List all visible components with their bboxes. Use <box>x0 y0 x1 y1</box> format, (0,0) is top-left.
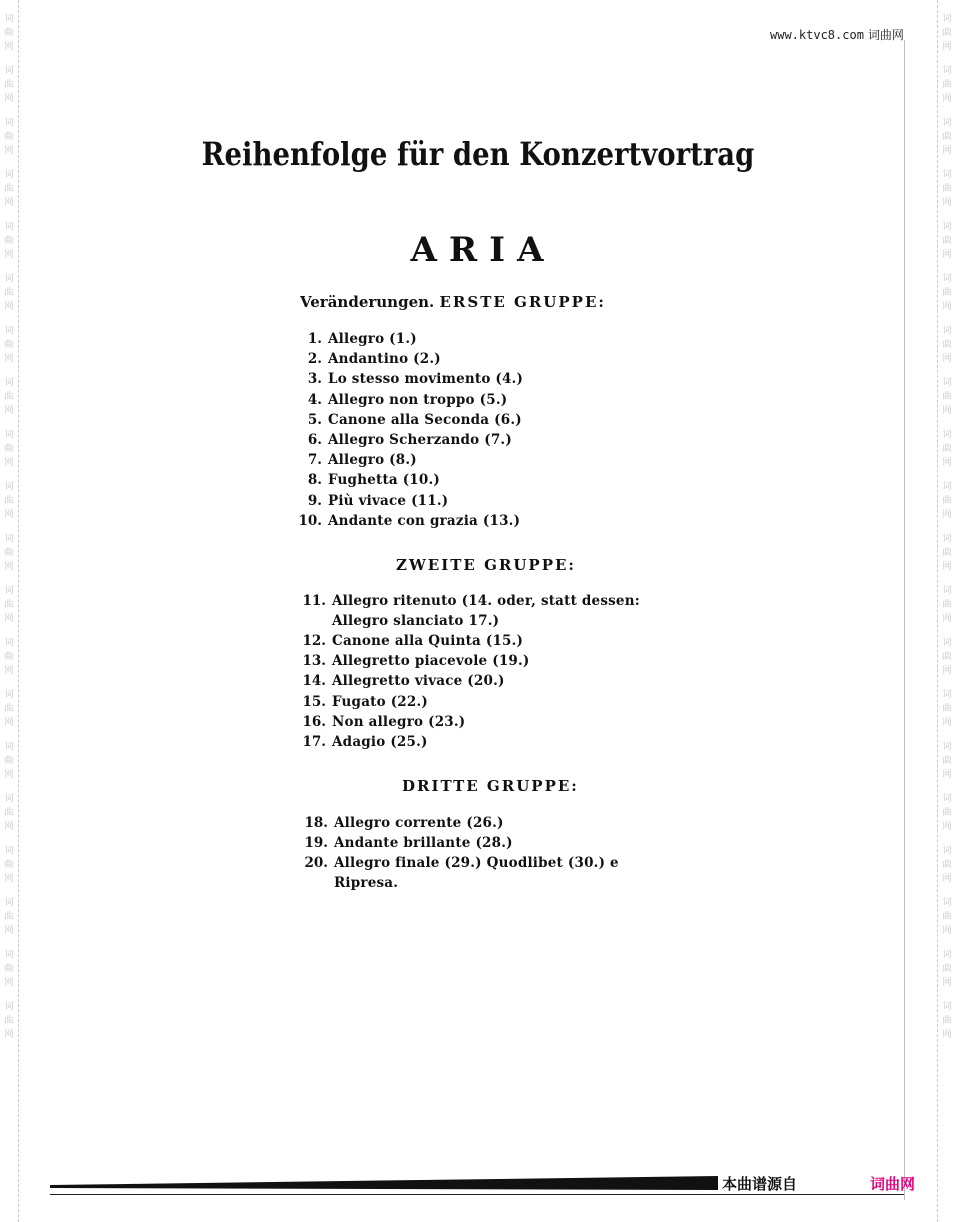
watermark-char: 网 <box>4 146 14 156</box>
watermark-char: 词 <box>4 898 14 908</box>
watermark-char: 网 <box>942 666 952 676</box>
watermark-char: 网 <box>4 510 14 520</box>
watermark-group <box>4 846 13 884</box>
watermark-group <box>4 950 13 988</box>
item-number: 18. <box>304 815 328 831</box>
watermark-group <box>942 482 951 520</box>
watermark-char: 词 <box>942 638 952 648</box>
item-text: Canone alla Quinta (15.) <box>332 633 524 649</box>
watermark-char: 词 <box>4 274 14 284</box>
watermark-char: 曲 <box>4 28 14 38</box>
list-item <box>294 511 523 531</box>
list-item <box>300 833 674 853</box>
item-number: 14. <box>302 673 326 690</box>
watermark-char: 曲 <box>4 496 14 506</box>
list-item <box>294 430 523 450</box>
watermark-group <box>4 586 13 624</box>
watermark-char: 网 <box>4 874 14 884</box>
list-item <box>300 813 674 833</box>
watermark-char: 词 <box>942 118 952 128</box>
group-list-dritte <box>300 813 674 893</box>
watermark-group <box>4 170 13 208</box>
item-text: Andante brillante (28.) <box>334 835 513 852</box>
watermark-char: 曲 <box>4 444 14 454</box>
watermark-char: 词 <box>942 534 952 544</box>
watermark-char: 网 <box>942 250 952 260</box>
list-item <box>298 692 672 712</box>
item-text: Allegro (1.) <box>328 331 417 347</box>
watermark-char: 词 <box>942 690 952 700</box>
list-item <box>294 369 523 389</box>
watermark-char: 曲 <box>4 392 14 402</box>
watermark-char: 曲 <box>942 184 952 194</box>
watermark-char: 曲 <box>942 1016 952 1026</box>
watermark-char: 网 <box>4 822 14 832</box>
watermark-char: 网 <box>942 510 952 520</box>
watermark-char: 词 <box>942 14 952 24</box>
item-number: 3. <box>307 371 322 388</box>
watermark-char: 网 <box>4 94 14 104</box>
watermark-group <box>942 742 951 780</box>
item-number: 4. <box>307 391 322 408</box>
watermark-char: 网 <box>4 42 14 52</box>
watermark-char: 曲 <box>942 392 952 402</box>
watermark-group <box>942 326 951 364</box>
watermark-char: 曲 <box>942 652 952 662</box>
watermark-char: 词 <box>4 222 14 232</box>
watermark-char: 词 <box>4 482 14 492</box>
watermark-char: 曲 <box>942 548 952 558</box>
watermark-group <box>942 898 951 936</box>
group-list-zweite <box>298 591 672 752</box>
watermark-group <box>4 898 13 936</box>
watermark-char: 词 <box>942 794 952 804</box>
watermark-char: 曲 <box>942 288 952 298</box>
watermark-group <box>942 118 951 156</box>
watermark-group <box>4 378 13 416</box>
watermark-char: 词 <box>4 1002 14 1012</box>
watermark-char: 网 <box>942 614 952 624</box>
watermark-char: 曲 <box>4 808 14 818</box>
site-name-text: 词曲网 <box>867 28 904 42</box>
watermark-group <box>4 482 13 520</box>
watermark-char: 词 <box>942 274 952 284</box>
watermark-char: 词 <box>942 950 952 960</box>
group-title: ZWEITE GRUPPE: <box>396 556 576 574</box>
watermark-group <box>4 274 13 312</box>
watermark-char: 词 <box>942 1002 952 1012</box>
item-text: Andante con grazia (13.) <box>328 512 521 529</box>
watermark-char: 曲 <box>942 808 952 818</box>
site-url-text[interactable]: www.ktvc8.com <box>770 28 864 42</box>
group-heading-erste <box>300 293 606 311</box>
watermark-char: 词 <box>942 846 952 856</box>
watermark-char: 曲 <box>942 444 952 454</box>
group-heading-zweite <box>396 556 576 574</box>
watermark-group <box>4 534 13 572</box>
list-item <box>298 671 672 691</box>
watermark-char: 词 <box>4 742 14 752</box>
watermark-group <box>942 846 951 884</box>
group-list-erste <box>294 329 523 531</box>
list-item <box>298 651 672 671</box>
watermark-char: 词 <box>4 794 14 804</box>
watermark-char: 词 <box>942 482 952 492</box>
watermark-char: 网 <box>942 874 952 884</box>
aria-heading: ARIA <box>410 230 556 270</box>
watermark-group <box>4 638 13 676</box>
item-text: Canone alla Seconda (6.) <box>328 411 522 428</box>
watermark-char: 词 <box>4 170 14 180</box>
item-text: Allegro finale (29.) Quodlibet (30.) e Ripresa. <box>334 855 619 892</box>
watermark-char: 曲 <box>4 600 14 610</box>
watermark-char: 词 <box>4 66 14 76</box>
watermark-char: 词 <box>942 66 952 76</box>
watermark-char: 词 <box>942 378 952 388</box>
item-text: Allegro ritenuto (14. oder, statt dessen: Allegro slanciato 17.) <box>332 593 640 629</box>
watermark-char: 曲 <box>942 340 952 350</box>
watermark-char: 曲 <box>4 288 14 298</box>
watermark-char: 词 <box>942 170 952 180</box>
watermark-char: 词 <box>4 690 14 700</box>
watermark-char: 网 <box>942 302 952 312</box>
watermark-char: 网 <box>942 718 952 728</box>
item-number: 1. <box>307 331 322 347</box>
watermark-char: 网 <box>942 198 952 208</box>
site-header-url[interactable] <box>770 26 904 43</box>
watermark-char: 曲 <box>942 912 952 922</box>
watermark-char: 词 <box>4 14 14 24</box>
watermark-char: 网 <box>942 42 952 52</box>
watermark-char: 曲 <box>942 236 952 246</box>
watermark-char: 曲 <box>4 912 14 922</box>
watermark-group <box>4 690 13 728</box>
watermark-char: 词 <box>942 586 952 596</box>
watermark-char: 网 <box>942 1030 952 1040</box>
watermark-char: 网 <box>942 978 952 988</box>
left-watermark-strip <box>0 0 19 1222</box>
watermark-char: 词 <box>942 326 952 336</box>
watermark-char: 曲 <box>4 964 14 974</box>
watermark-group <box>4 1002 13 1040</box>
watermark-char: 网 <box>942 458 952 468</box>
watermark-char: 词 <box>942 898 952 908</box>
footer-wedge-bar <box>50 1176 718 1190</box>
list-item <box>298 591 672 631</box>
item-text: Non allegro (23.) <box>332 713 466 730</box>
watermark-char: 曲 <box>942 756 952 766</box>
watermark-char: 词 <box>942 222 952 232</box>
item-text: Più vivace (11.) <box>328 492 449 509</box>
watermark-char: 网 <box>4 718 14 728</box>
watermark-char: 词 <box>4 326 14 336</box>
page-title: Reihenfolge für den Konzertvortrag <box>201 135 755 173</box>
watermark-char: 网 <box>942 822 952 832</box>
watermark-char: 曲 <box>4 80 14 90</box>
watermark-char: 网 <box>4 406 14 416</box>
watermark-group <box>942 1002 951 1040</box>
list-item <box>294 410 523 430</box>
watermark-group <box>942 690 951 728</box>
watermark-char: 曲 <box>4 756 14 766</box>
watermark-char: 曲 <box>4 652 14 662</box>
watermark-group <box>4 326 13 364</box>
item-text: Fugato (22.) <box>332 693 428 710</box>
watermark-char: 词 <box>4 430 14 440</box>
watermark-group <box>4 794 13 832</box>
watermark-group <box>942 430 951 468</box>
watermark-char: 词 <box>4 118 14 128</box>
watermark-group <box>4 430 13 468</box>
watermark-char: 网 <box>4 354 14 364</box>
watermark-char: 网 <box>4 1030 14 1040</box>
group-title: DRITTE GRUPPE: <box>402 777 579 795</box>
watermark-char: 曲 <box>942 496 952 506</box>
list-item <box>294 491 523 511</box>
item-text: Lo stesso movimento (4.) <box>328 371 524 388</box>
watermark-char: 网 <box>4 978 14 988</box>
watermark-char: 网 <box>942 94 952 104</box>
item-number: 15. <box>302 693 326 710</box>
watermark-char: 网 <box>4 770 14 780</box>
item-text: Allegro Scherzando (7.) <box>328 431 512 448</box>
watermark-char: 词 <box>4 846 14 856</box>
group-prefix: Veränderungen. <box>300 293 435 311</box>
watermark-char: 曲 <box>4 132 14 142</box>
watermark-group <box>942 950 951 988</box>
item-number: 2. <box>307 351 322 368</box>
watermark-char: 网 <box>942 354 952 364</box>
watermark-char: 词 <box>4 378 14 388</box>
item-number: 6. <box>307 431 322 448</box>
watermark-group <box>942 534 951 572</box>
watermark-char: 网 <box>942 926 952 936</box>
watermark-char: 曲 <box>942 600 952 610</box>
watermark-group <box>942 66 951 104</box>
footer-brand-link[interactable]: 词曲网 <box>870 1175 916 1193</box>
watermark-char: 曲 <box>942 964 952 974</box>
watermark-group <box>942 638 951 676</box>
watermark-group <box>4 14 13 52</box>
watermark-char: 曲 <box>942 704 952 714</box>
watermark-char: 词 <box>942 742 952 752</box>
item-number: 11. <box>302 593 326 609</box>
watermark-char: 曲 <box>4 704 14 714</box>
watermark-char: 曲 <box>4 860 14 870</box>
watermark-group <box>942 794 951 832</box>
watermark-group <box>942 378 951 416</box>
watermark-char: 网 <box>4 458 14 468</box>
watermark-char: 词 <box>4 638 14 648</box>
item-number: 16. <box>302 713 326 730</box>
watermark-char: 网 <box>942 146 952 156</box>
item-text: Allegretto piacevole (19.) <box>332 653 530 670</box>
watermark-char: 网 <box>942 770 952 780</box>
watermark-char: 网 <box>4 250 14 260</box>
list-item <box>294 329 523 349</box>
watermark-char: 曲 <box>942 860 952 870</box>
item-number: 5. <box>307 411 322 428</box>
item-number: 10. <box>298 512 322 529</box>
item-number: 9. <box>307 492 322 509</box>
watermark-group <box>4 118 13 156</box>
watermark-char: 曲 <box>4 1016 14 1026</box>
list-item <box>300 853 674 893</box>
watermark-char: 网 <box>4 926 14 936</box>
watermark-group <box>4 742 13 780</box>
watermark-char: 词 <box>4 586 14 596</box>
group-title: ERSTE GRUPPE: <box>439 293 606 311</box>
watermark-group <box>942 274 951 312</box>
watermark-char: 曲 <box>4 184 14 194</box>
watermark-char: 词 <box>4 534 14 544</box>
watermark-char: 网 <box>942 562 952 572</box>
list-item <box>298 631 672 651</box>
watermark-char: 网 <box>4 614 14 624</box>
item-number: 20. <box>304 855 328 872</box>
item-number: 7. <box>307 452 322 469</box>
watermark-char: 网 <box>4 666 14 676</box>
item-number: 17. <box>302 733 326 750</box>
item-text: Allegretto vivace (20.) <box>332 673 505 690</box>
right-watermark-strip <box>937 0 956 1222</box>
item-text: Allegro non troppo (5.) <box>328 391 508 408</box>
watermark-char: 曲 <box>4 340 14 350</box>
item-number: 13. <box>302 653 326 670</box>
list-item <box>294 470 523 490</box>
item-number: 12. <box>302 633 326 649</box>
footer-source-label: 本曲谱源自 <box>722 1175 798 1193</box>
watermark-group <box>942 14 951 52</box>
list-item <box>298 732 672 752</box>
watermark-char: 词 <box>942 430 952 440</box>
list-item <box>294 349 523 369</box>
watermark-char: 曲 <box>942 132 952 142</box>
item-number: 19. <box>304 835 328 852</box>
item-text: Allegro (8.) <box>328 452 417 469</box>
watermark-group <box>942 586 951 624</box>
item-text: Adagio (25.) <box>332 733 428 750</box>
item-number: 8. <box>307 472 322 489</box>
watermark-char: 曲 <box>4 548 14 558</box>
watermark-char: 曲 <box>4 236 14 246</box>
watermark-char: 网 <box>4 562 14 572</box>
watermark-char: 网 <box>4 302 14 312</box>
group-heading-dritte <box>402 777 579 795</box>
watermark-char: 曲 <box>942 28 952 38</box>
footer-rule <box>50 1194 904 1195</box>
watermark-group <box>942 170 951 208</box>
list-item <box>294 390 523 410</box>
watermark-char: 网 <box>4 198 14 208</box>
right-margin-rule <box>904 40 905 1200</box>
watermark-char: 网 <box>942 406 952 416</box>
list-item <box>298 712 672 732</box>
watermark-char: 曲 <box>942 80 952 90</box>
item-text: Allegro corrente (26.) <box>334 815 504 831</box>
watermark-group <box>4 66 13 104</box>
item-text: Andantino (2.) <box>328 351 441 368</box>
item-text: Fughetta (10.) <box>328 472 440 489</box>
list-item <box>294 450 523 470</box>
watermark-char: 词 <box>4 950 14 960</box>
